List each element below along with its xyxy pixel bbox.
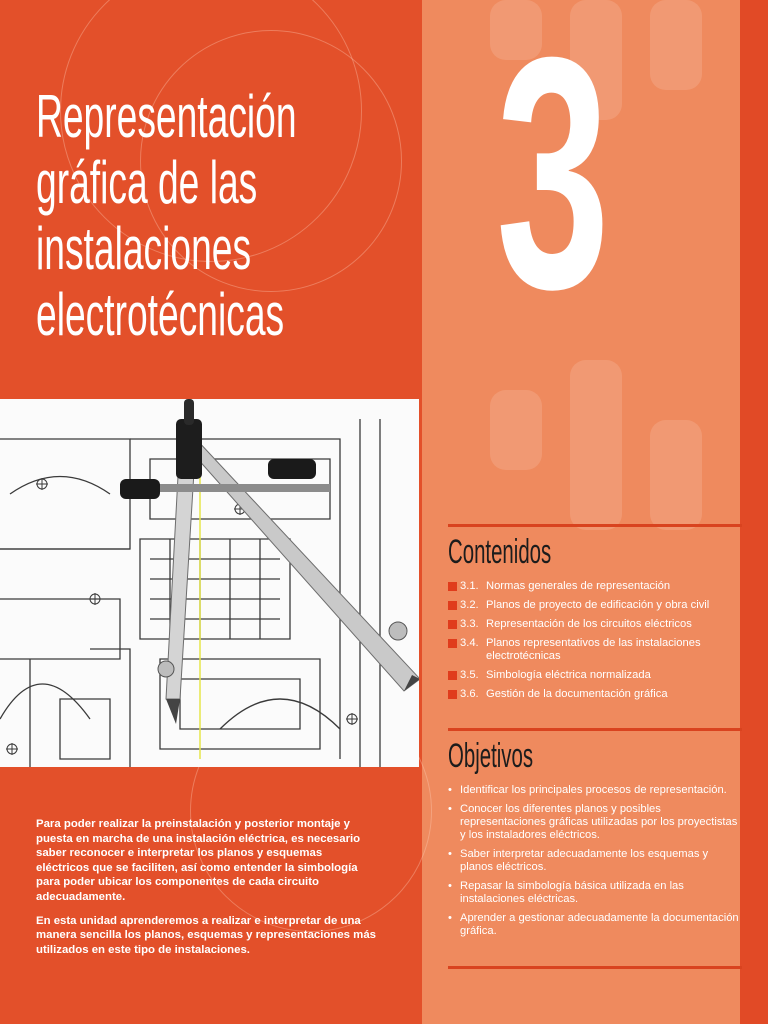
- square-bullet-icon: [448, 639, 457, 648]
- contents-item: [448, 688, 742, 701]
- compass-on-floor-plan-image: [0, 399, 419, 767]
- section-divider: [448, 728, 742, 731]
- contents-item-label: Planos representativos de las instalaciones electrotécnicas: [486, 637, 701, 662]
- contents-item-label: Gestión de la documentación gráfica: [486, 688, 668, 700]
- objectives-heading: Objetivos: [448, 737, 534, 775]
- contents-item-label: Simbología eléctrica normalizada: [486, 669, 651, 681]
- contents-item: [448, 580, 742, 593]
- contents-item-label: Normas generales de representación: [486, 580, 671, 592]
- chapter-title-line: electrotécnicas: [36, 281, 285, 348]
- bullet-icon: •: [448, 784, 452, 796]
- contents-item-number: 3.3.: [460, 618, 479, 630]
- contents-heading: Contenidos: [448, 533, 552, 571]
- right-edge-stripe: [740, 0, 768, 1024]
- contents-item-number: 3.5.: [460, 669, 479, 681]
- objective-text: Repasar la simbología básica utilizada en las instalaciones eléctricas.: [460, 880, 684, 905]
- objectives-list: [448, 784, 742, 944]
- contents-list: [448, 580, 742, 707]
- contents-item-number: 3.4.: [460, 637, 479, 649]
- chapter-number: 3: [496, 0, 610, 357]
- intro-paragraph: En esta unidad aprenderemos a realizar e interpretar de una manera sencilla los planos, esquemas y representaciones más utilizados en este tipo de instalaciones.: [36, 914, 376, 956]
- contents-item-number: 3.2.: [460, 599, 479, 611]
- contents-item: [448, 637, 742, 663]
- objective-item: [448, 912, 742, 938]
- square-bullet-icon: [448, 690, 457, 699]
- square-bullet-icon: [448, 620, 457, 629]
- intro-paragraph: Para poder realizar la preinstalación y posterior montaje y puesta en marcha de una instalación eléctrica, es necesario saber reconocer e interpretar los planos y esquemas eléctricos que se faciliten, así como entender la simbología para poder ubicar los componentes de cada circuito adecuadamente.: [36, 818, 361, 903]
- chapter-title-line: gráfica de las: [36, 149, 258, 216]
- introduction-text: [36, 817, 378, 966]
- contents-item-number: 3.1.: [460, 580, 479, 592]
- square-bullet-icon: [448, 582, 457, 591]
- section-divider: [448, 524, 742, 527]
- contents-item: [448, 669, 742, 682]
- contents-item-number: 3.6.: [460, 688, 479, 700]
- contents-item-label: Representación de los circuitos eléctricos: [486, 618, 692, 630]
- square-bullet-icon: [448, 671, 457, 680]
- objective-text: Aprender a gestionar adecuadamente la documentación gráfica.: [460, 912, 739, 937]
- bullet-icon: •: [448, 848, 452, 860]
- chapter-title-line: instalaciones: [36, 215, 252, 282]
- objective-text: Identificar los principales procesos de representación.: [460, 784, 727, 796]
- section-divider: [448, 966, 742, 969]
- bullet-icon: •: [448, 912, 452, 924]
- chapter-title: [36, 84, 414, 348]
- objective-item: [448, 803, 742, 842]
- bullet-icon: •: [448, 880, 452, 892]
- square-bullet-icon: [448, 601, 457, 610]
- floor-plan-drawing: [0, 399, 419, 767]
- contents-item: [448, 599, 742, 612]
- bullet-icon: •: [448, 803, 452, 815]
- objective-text: Conocer los diferentes planos y posibles representaciones gráficas utilizadas por los proyectistas y los instaladores eléctricos.: [460, 803, 738, 841]
- contents-item-label: Planos de proyecto de edificación y obra civil: [486, 599, 710, 611]
- objective-item: [448, 880, 742, 906]
- contents-item: [448, 618, 742, 631]
- objective-text: Saber interpretar adecuadamente los esquemas y planos eléctricos.: [460, 848, 709, 873]
- objective-item: [448, 848, 742, 874]
- objective-item: [448, 784, 742, 797]
- chapter-title-line: Representación: [36, 83, 297, 150]
